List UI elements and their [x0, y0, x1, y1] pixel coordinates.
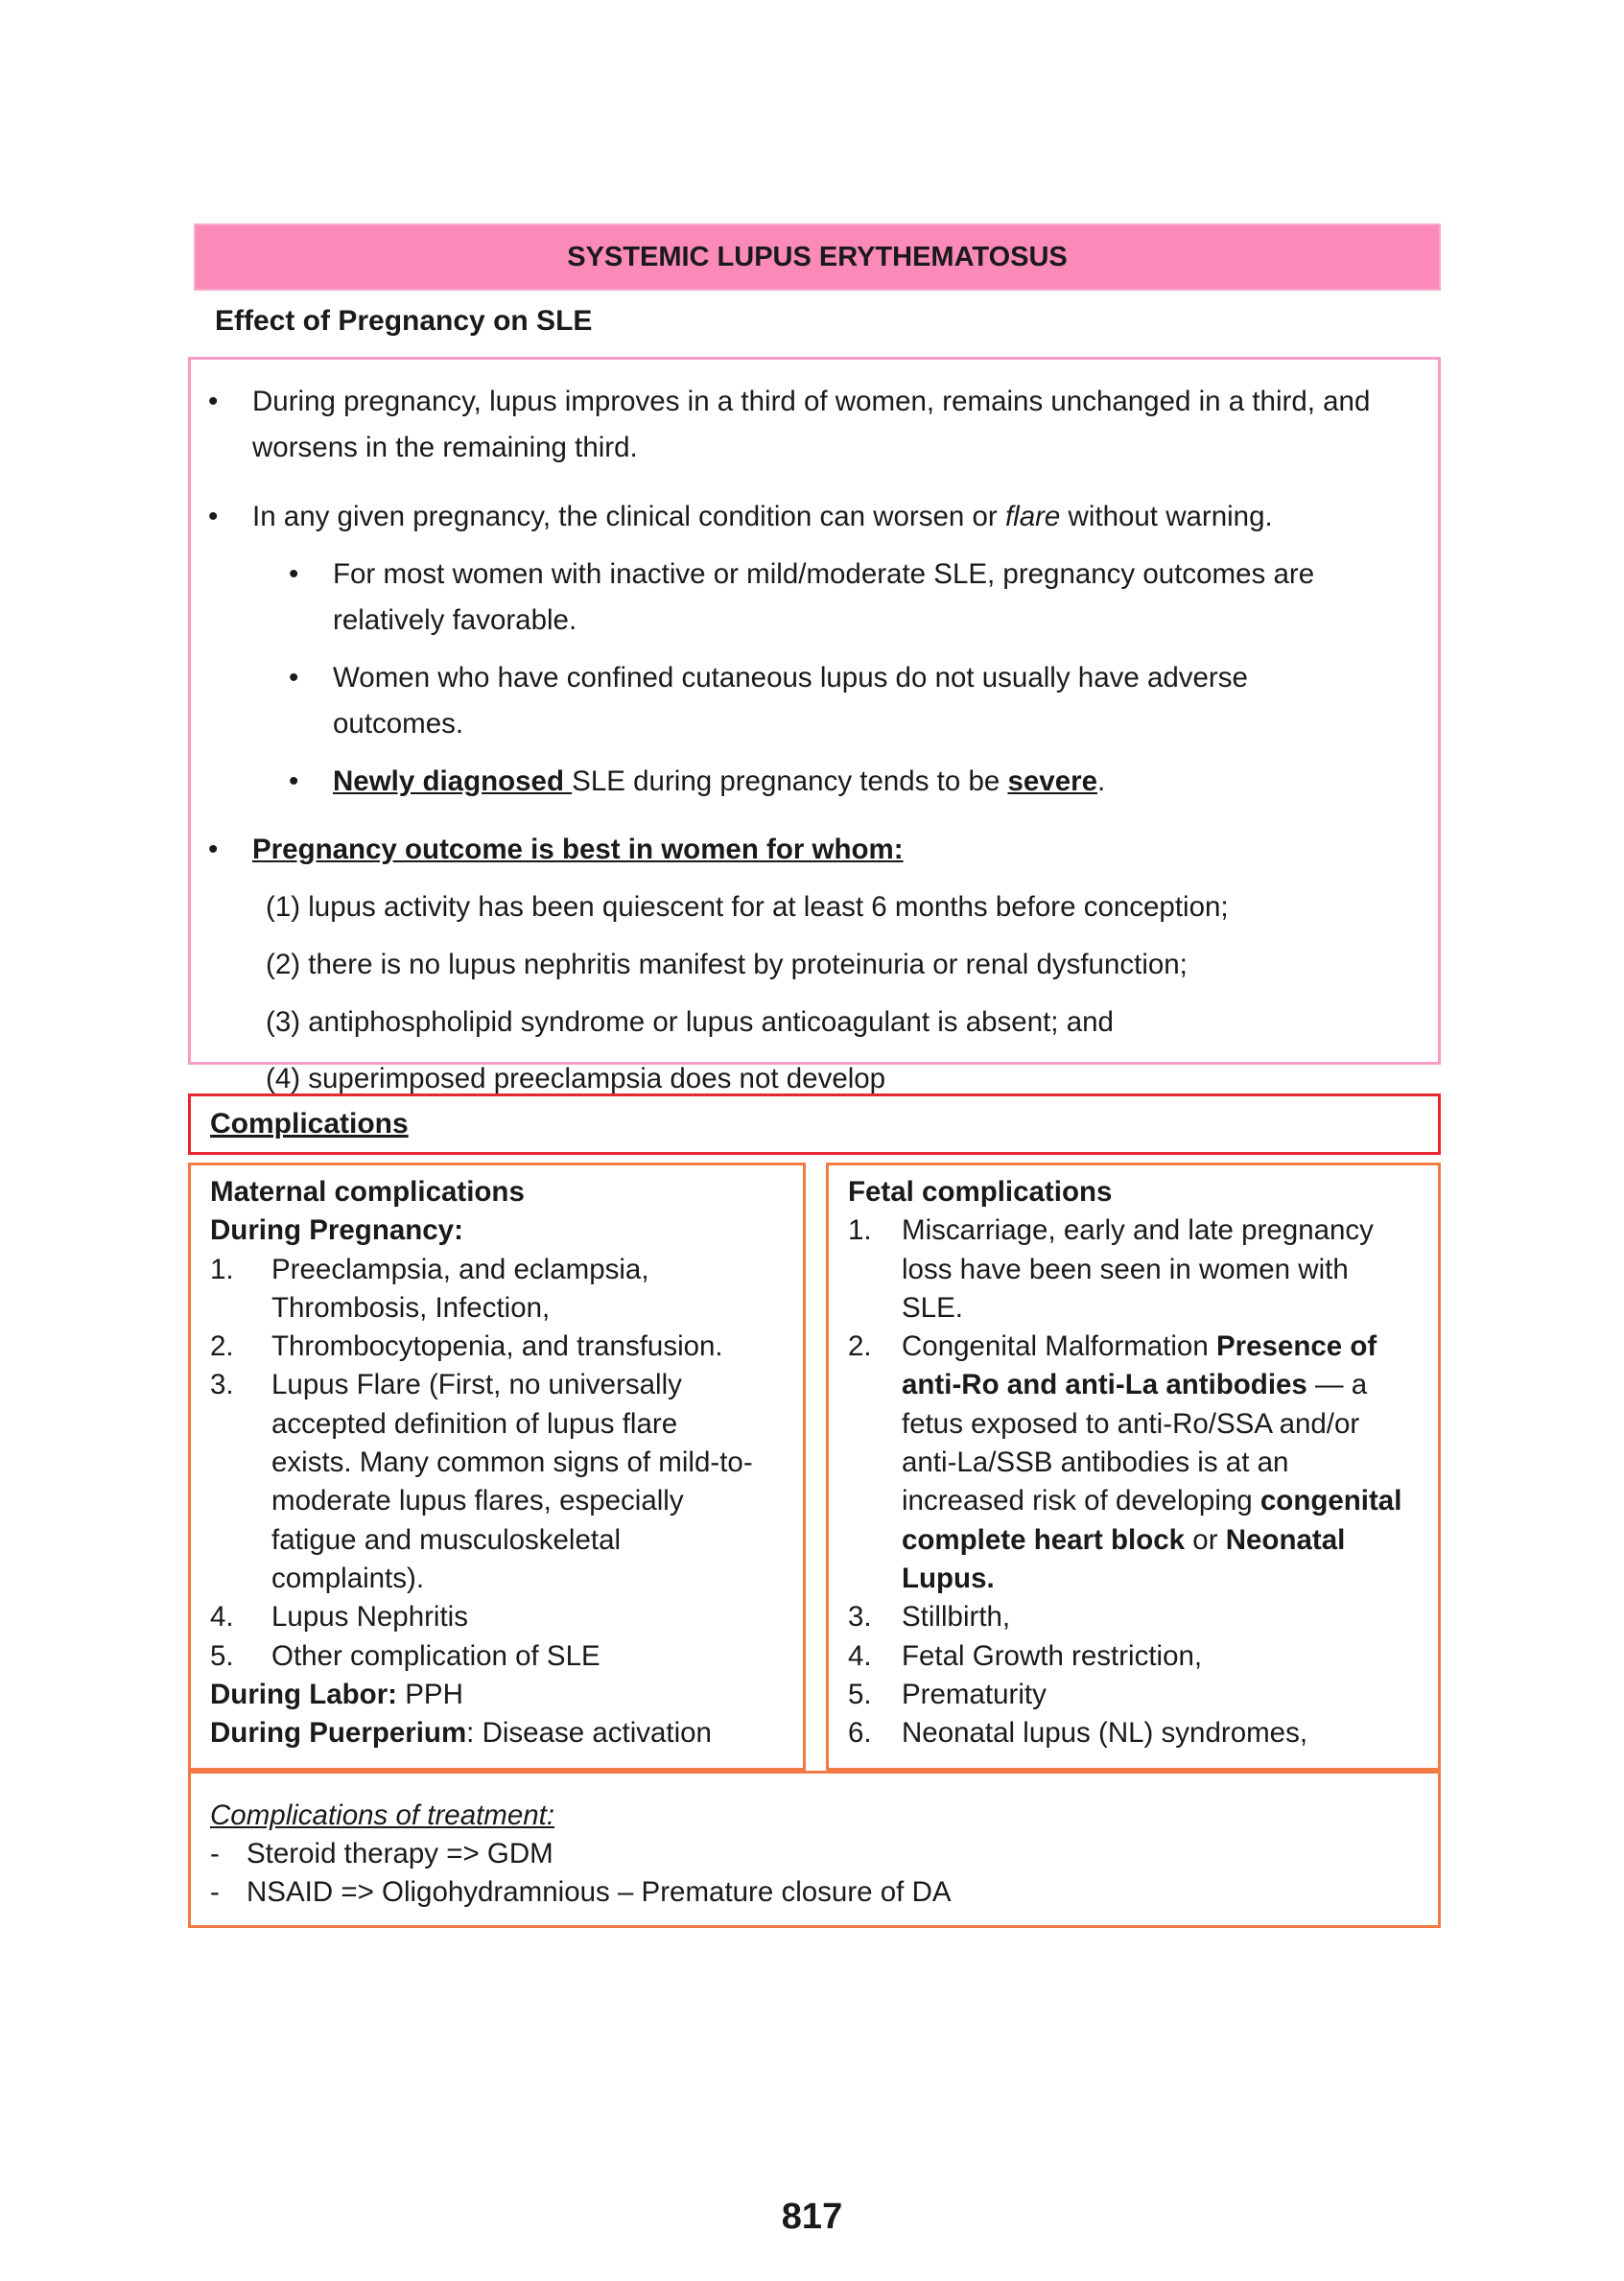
fetal-heading: Fetal complications	[848, 1176, 1113, 1208]
fetal-item: 5. Prematurity	[848, 1678, 1047, 1710]
sub-bullet-3: • Newly diagnosed SLE during pregnancy tends to be severe.	[333, 759, 1105, 805]
effect-box	[188, 357, 1441, 1094]
page-title: SYSTEMIC LUPUS ERYTHEMATOSUS	[194, 223, 1441, 291]
bullet-1: • During pregnancy, lupus improves in a third of women, remains unchanged in a third, and worsens in the remaining third.	[252, 379, 1370, 471]
bullet-2: • In any given pregnancy, the clinical condition can worsen or flare without warning.	[252, 494, 1273, 540]
during-pregnancy-label: During Pregnancy:	[210, 1214, 463, 1247]
condition-2: (2) there is no lupus nephritis manifest by proteinuria or renal dysfunction;	[266, 949, 1188, 980]
treatment-item: - NSAID => Oligohydramnious – Premature closure of DA	[210, 1876, 952, 1908]
effect-heading: Effect of Pregnancy on SLE	[215, 305, 593, 337]
during-puerperium: During Puerperium: Disease activation	[210, 1717, 712, 1750]
maternal-item: 3. Lupus Flare (First, no universally accepted definition of lupus flare exists. Many common signs of mild-to- moderate lupus flares, especially fatigue and musculoskeletal complaints).	[210, 1369, 753, 1594]
fetal-item: 6. Neonatal lupus (NL) syndromes,	[848, 1717, 1308, 1750]
bullet-3: • Pregnancy outcome is best in women for whom:	[252, 827, 904, 873]
condition-1: (1) lupus activity has been quiescent for at least 6 months before conception;	[266, 891, 1229, 923]
condition-4: (4) superimposed preeclampsia does not develop	[266, 1063, 886, 1094]
fetal-item: 3. Stillbirth,	[848, 1601, 1011, 1634]
during-labor: During Labor: PPH	[210, 1678, 463, 1710]
sub-bullet-2: • Women who have confined cutaneous lupus do not usually have adverse outcomes.	[333, 655, 1248, 747]
treatment-item: - Steroid therapy => GDM	[210, 1838, 553, 1869]
maternal-item: 4. Lupus Nephritis	[210, 1601, 468, 1634]
maternal-heading: Maternal complications	[210, 1176, 525, 1208]
treatment-complications-box	[188, 1771, 1441, 1928]
maternal-item: 1. Preeclampsia, and eclampsia, Thrombosis, Infection,	[210, 1253, 649, 1324]
fetal-item: 2. Congenital Malformation Presence of anti-Ro and anti-La antibodies — a fetus exposed to anti-Ro/SSA and/or anti-La/SSB antibodies is at an increased risk of developing congenital complete heart block or Neonatal Lupus.	[848, 1330, 1402, 1594]
fetal-complications-box	[826, 1163, 1441, 1771]
fetal-item: 1. Miscarriage, early and late pregnancy loss have been seen in women with SLE.	[848, 1214, 1374, 1324]
sub-bullet-1: • For most women with inactive or mild/moderate SLE, pregnancy outcomes are relatively favorable.	[333, 552, 1314, 644]
condition-3: (3) antiphospholipid syndrome or lupus anticoagulant is absent; and	[266, 1006, 1114, 1038]
page-number: 817	[781, 2197, 843, 2237]
maternal-item: 2. Thrombocytopenia, and transfusion.	[210, 1330, 723, 1363]
treatment-heading: Complications of treatment:	[210, 1799, 555, 1831]
maternal-item: 5. Other complication of SLE	[210, 1639, 600, 1672]
complications-heading: Complications	[188, 1093, 1441, 1155]
fetal-item: 4. Fetal Growth restriction,	[848, 1639, 1203, 1672]
maternal-complications-box	[188, 1163, 806, 1771]
